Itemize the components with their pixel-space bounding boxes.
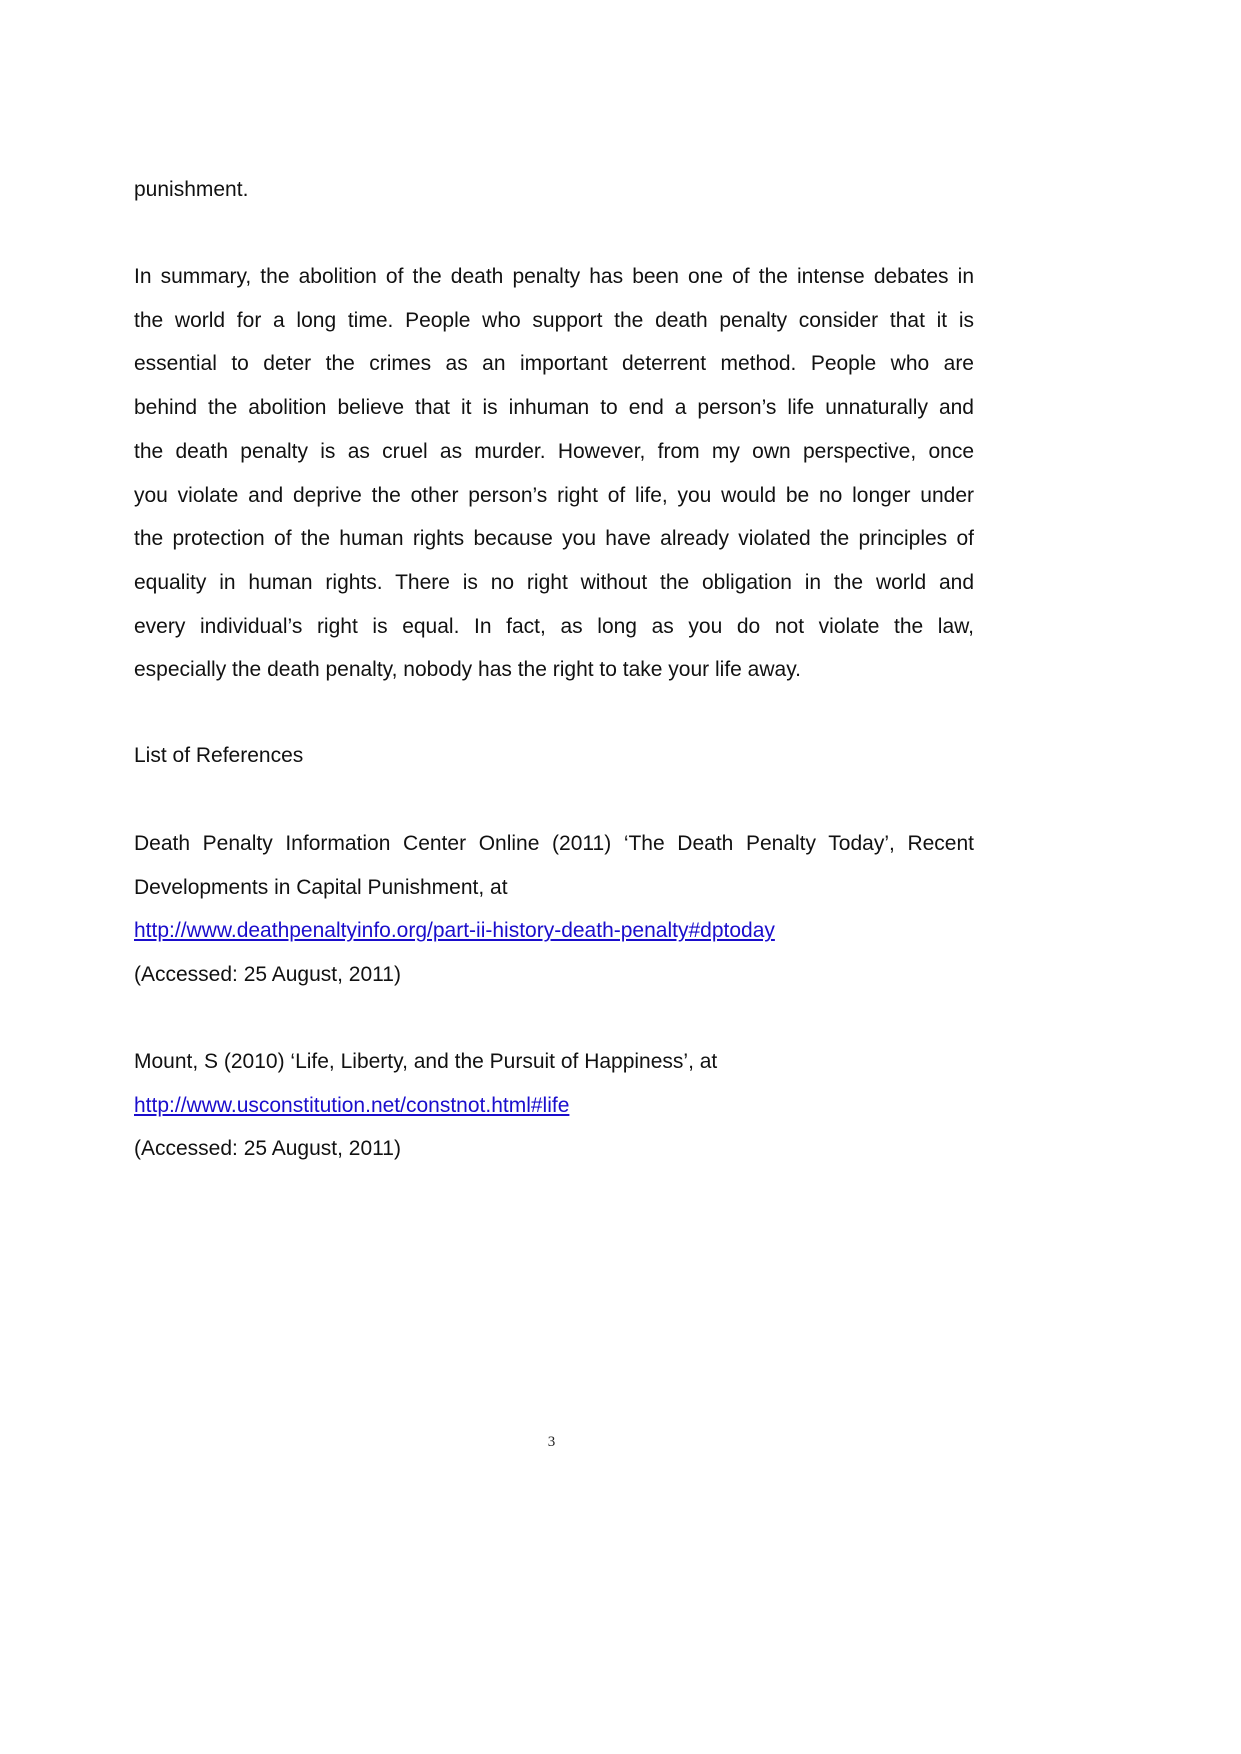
summary-paragraph [134, 255, 974, 692]
page-number: 3 [547, 1434, 556, 1450]
summary-line-10: especially the death penalty, nobody has the right to take your life away. [134, 658, 801, 682]
reference-1-url-link[interactable]: http://www.deathpenaltyinfo.org/part-ii-history-death-penalty#dptoday [134, 919, 775, 943]
reference-2-line-1: Mount, S (2010) ‘Life, Liberty, and the Pursuit of Happiness’, at [134, 1050, 718, 1073]
summary-line-5: the death penalty is as cruel as murder. However, from my own perspective, once [134, 439, 974, 463]
references-heading [134, 734, 974, 778]
summary-line-4: behind the abolition believe that it is inhuman to end a person’s life unnaturally and [134, 396, 974, 420]
reference-1-accessed: (Accessed: 25 August, 2011) [134, 963, 401, 987]
summary-line-7: the protection of the human rights because you have already violated the principles of [134, 527, 974, 551]
reference-2-url-link[interactable]: http://www.usconstitution.net/constnot.html#life [134, 1093, 570, 1117]
paragraph-fragment [134, 168, 974, 212]
reference-1-line-2: Developments in Capital Punishment, at [134, 875, 508, 899]
reference-item-1 [134, 822, 974, 997]
summary-line-9: every individual’s right is equal. In fact, as long as you do not violate the law, [134, 614, 974, 638]
reference-1-link-line [134, 909, 974, 953]
reference-1-line-1: Death Penalty Information Center Online (2011) ‘The Death Penalty Today’, Recent [134, 832, 974, 855]
reference-item-2 [134, 1040, 974, 1171]
summary-line-3: essential to deter the crimes as an important deterrent method. People who are [134, 352, 974, 376]
fragment-text: punishment. [134, 178, 249, 201]
summary-line-1: In summary, the abolition of the death penalty has been one of the intense debates in [134, 265, 974, 288]
summary-line-6: you violate and deprive the other person’s right of life, you would be no longer under [134, 483, 974, 507]
references-heading-text: List of References [134, 744, 304, 767]
summary-line-8: equality in human rights. There is no right without the obligation in the world and [134, 570, 974, 594]
reference-2-accessed: (Accessed: 25 August, 2011) [134, 1137, 401, 1161]
reference-2-link-line [134, 1084, 974, 1128]
summary-line-2: the world for a long time. People who support the death penalty consider that it is [134, 308, 974, 332]
